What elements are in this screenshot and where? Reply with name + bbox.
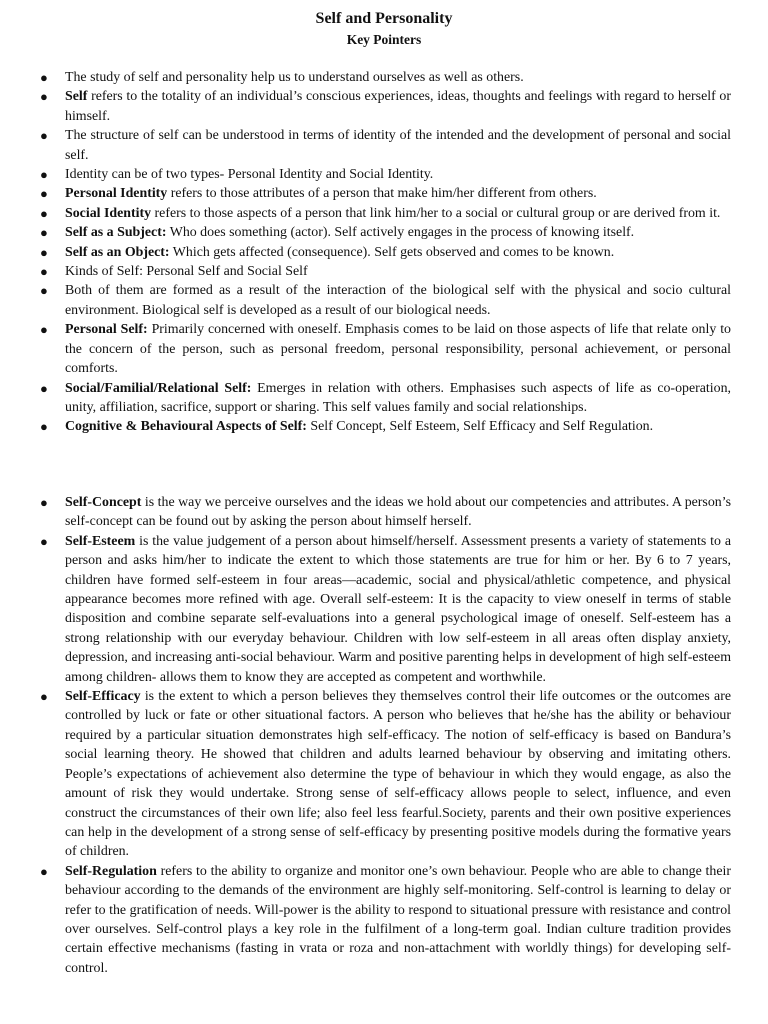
list-item — [0, 223, 768, 242]
list-item — [0, 281, 768, 320]
list-item — [0, 532, 768, 687]
item-term: Self-Regulation — [65, 863, 157, 879]
bullet-icon: ● — [40, 495, 48, 510]
item-term: Social/Familial/Relational Self: — [65, 380, 252, 396]
list-item — [0, 493, 768, 532]
item-text: The structure of self can be understood in terms of identity of the intended and the development of personal and social self. — [65, 128, 731, 163]
item-text: is the way we perceive ourselves and the ideas we hold about our competencies and attributes. A person’s self-concept can be found out by asking the person about himself herself. — [65, 495, 731, 530]
bullet-icon: ● — [40, 689, 48, 705]
item-term: Self — [65, 89, 88, 105]
list-item — [0, 262, 768, 281]
bullet-icon: ● — [40, 419, 48, 435]
bullet-icon: ● — [40, 89, 48, 105]
bullet-icon: ● — [40, 225, 48, 241]
bullet-icon: ● — [40, 380, 48, 396]
item-text: refers to the ability to organize and monitor one’s own behaviour. People who are able to change their behaviour according to the demands of the environment are highly self-monitoring. Self-control is learning to delay or refer to the gratification of needs. Will-power is the ability to respond to situational pressure with resistance and control over ourselves. Self-control plays a key role in the fulfilment of a long-term goal. Indian culture tradition provides certain effective mechanisms (fasting in vrata or roza and non-attachment with worldly things) for developing self-control. — [65, 863, 731, 976]
bullet-icon: ● — [40, 283, 48, 299]
page-title: Self and Personality — [315, 10, 453, 27]
item-term: Self-Efficacy — [65, 689, 141, 705]
item-term: Self as an Object: — [65, 244, 170, 260]
list-item — [0, 862, 768, 978]
item-text: is the value judgement of a person about himself/herself. Assessment presents a variety of statements to a person and asks him/her to indicate the extent to which those statements are true for him or her. By 6 to 7 years, children have formed self-esteem in four areas—academic, social and physical/athletic competence, and physical appearance becomes more refined with age. Overall self-esteem: It is the capacity to view oneself in terms of stable disposition and combine separate self-evaluations into a general psychological image of oneself. Self-esteem has a strong relationship with our everyday behaviour. Children with low self-esteem in all areas often display anxiety, depression, and increasing anti-social behaviour. Warm and positive parenting helps in development of high self-esteem among children- allows them to know they are accepted as competent and worthwhile. — [65, 533, 731, 685]
item-text: Identity can be of two types- Personal Identity and Social Identity. — [65, 167, 434, 183]
item-text: refers to the totality of an individual’s conscious experiences, ideas, thoughts and feelings with regard to herself or himself. — [65, 89, 731, 124]
item-term: Personal Self: — [65, 322, 148, 338]
bullet-icon: ● — [40, 244, 48, 260]
key-pointers-list — [0, 68, 768, 437]
bullet-icon: ● — [40, 128, 48, 144]
bullet-icon: ● — [40, 167, 48, 183]
item-text: Emerges in relation with others. Emphasises such aspects of life as co-operation, unity, affiliation, sacrifice, support or sharing. This self values family and social relationships. — [65, 380, 731, 415]
list-item — [0, 87, 768, 126]
page-subtitle: Key Pointers — [346, 32, 422, 47]
item-term: Self-Concept — [65, 495, 142, 510]
bullet-icon: ● — [40, 533, 48, 549]
list-item — [0, 379, 768, 418]
list-item — [0, 320, 768, 378]
item-text: Both of them are formed as a result of the interaction of the biological self with the physical and socio cultural environment. Biological self is developed as a result of our biological needs. — [65, 283, 731, 318]
bullet-icon: ● — [40, 186, 48, 202]
item-text: The study of self and personality help us to understand ourselves as well as others. — [65, 70, 524, 85]
list-item — [0, 165, 768, 184]
bullet-icon: ● — [40, 205, 48, 221]
item-term: Self as a Subject: — [65, 225, 167, 241]
list-item — [0, 204, 768, 223]
bullet-icon: ● — [40, 70, 48, 85]
item-term: Social Identity — [65, 205, 152, 221]
bullet-icon: ● — [40, 863, 48, 879]
item-text: Who does something (actor). Self actively engages in the process of knowing itself. — [166, 225, 635, 241]
item-text: is the extent to which a person believes they themselves control their life outcomes or the outcomes are controlled by luck or fate or other situational factors. A person who believes that he/she has the ability or behaviour required by a particular situation demonstrates high self-efficacy. The notion of self-efficacy is based on Bandura’s social learning theory. He showed that children and adults learned behaviour by observing and imitating others. People’s expectations of achievement also determine the type of behaviour in which they would engage, as also the amount of risk they would undertake. Strong sense of self-efficacy allows people to select, influence, and even construct the circumstances of their own life; also feel less fearful.Society, parents and their own positive experiences can help in the development of a strong sense of self-efficacy by presenting positive models during the formative years of children. — [65, 689, 731, 860]
item-text: refers to those attributes of a person that make him/her different from others. — [167, 186, 597, 202]
item-text: Kinds of Self: Personal Self and Social Self — [65, 264, 308, 280]
bullet-icon: ● — [40, 264, 48, 280]
item-term: Self-Esteem — [65, 533, 136, 549]
bullet-icon: ● — [40, 322, 48, 338]
aspects-of-self-list — [0, 493, 768, 978]
item-text: Primarily concerned with oneself. Emphasis comes to be laid on those aspects of life that relate only to the concern of the person, such as personal freedom, personal responsibility, personal achievement, or personal comforts. — [65, 322, 732, 377]
list-item — [0, 417, 768, 436]
item-term: Cognitive & Behavioural Aspects of Self: — [65, 419, 307, 435]
list-item — [0, 184, 768, 203]
item-term: Personal Identity — [65, 186, 168, 202]
list-item — [0, 243, 768, 262]
item-text: Which gets affected (consequence). Self gets observed and comes to be known. — [169, 244, 615, 260]
item-text: refers to those aspects of a person that link him/her to a social or cultural group or are derived from it. — [151, 205, 721, 221]
list-item — [0, 126, 768, 165]
item-text: Self Concept, Self Esteem, Self Efficacy and Self Regulation. — [306, 419, 654, 435]
list-item — [0, 68, 768, 87]
list-item — [0, 687, 768, 862]
